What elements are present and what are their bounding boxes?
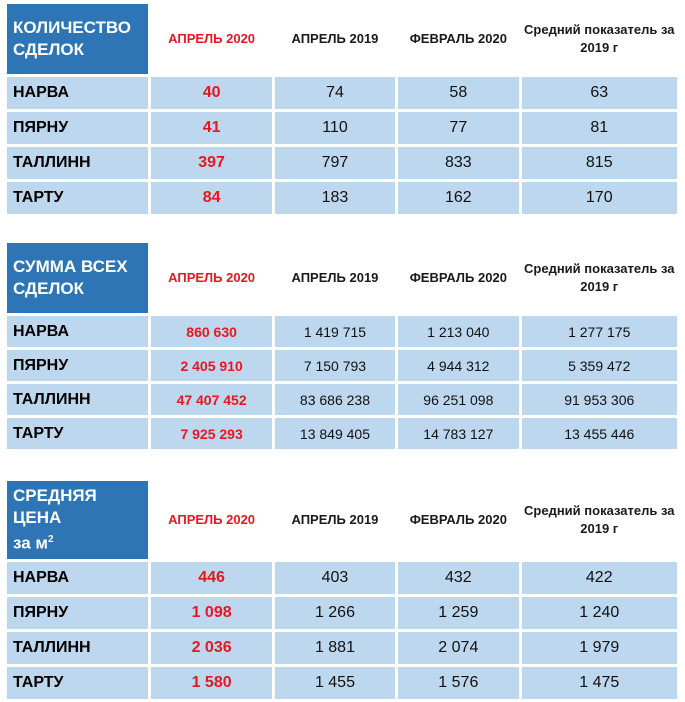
value-feb2020: 162	[398, 182, 518, 214]
title-sup: 2	[47, 534, 54, 545]
value-apr2020: 446	[151, 562, 271, 594]
value-feb2020: 4 944 312	[398, 350, 518, 381]
table-row	[7, 77, 677, 109]
value-feb2020: 2 074	[398, 632, 518, 664]
value-avg2019: 63	[522, 77, 678, 109]
value-avg2019: 1 979	[522, 632, 678, 664]
table-row	[7, 418, 677, 449]
value-apr2020: 41	[151, 112, 271, 144]
table-row	[7, 667, 677, 699]
value-feb2020: 1 213 040	[398, 316, 518, 347]
col-header-feb2020: ФЕВРАЛЬ 2020	[398, 4, 518, 74]
title-line2: за м	[13, 533, 48, 553]
value-feb2020: 833	[398, 147, 518, 179]
value-avg2019: 81	[522, 112, 678, 144]
value-apr2020: 40	[151, 77, 271, 109]
city-label: ТАРТУ	[7, 182, 148, 214]
col-header-feb2020: ФЕВРАЛЬ 2020	[398, 481, 518, 559]
value-avg2019: 815	[522, 147, 678, 179]
deals-sum-table	[4, 240, 680, 452]
value-avg2019: 170	[522, 182, 678, 214]
col-header-apr2020: АПРЕЛЬ 2020	[151, 481, 271, 559]
city-label: ТАРТУ	[7, 667, 148, 699]
value-avg2019: 1 240	[522, 597, 678, 629]
header-row	[7, 4, 677, 74]
value-avg2019: 422	[522, 562, 678, 594]
value-feb2020: 1 259	[398, 597, 518, 629]
value-feb2020: 77	[398, 112, 518, 144]
city-label: ТАЛЛИНН	[7, 632, 148, 664]
value-apr2019: 74	[275, 77, 395, 109]
value-avg2019: 1 277 175	[522, 316, 678, 347]
value-apr2019: 1 455	[275, 667, 395, 699]
city-label: ПЯРНУ	[7, 597, 148, 629]
value-apr2020: 1 098	[151, 597, 271, 629]
title-line1: СРЕДНЯЯ ЦЕНА	[13, 486, 97, 527]
col-header-avg2019: Средний показатель за 2019 г	[522, 4, 678, 74]
value-apr2019: 7 150 793	[275, 350, 395, 381]
value-avg2019: 13 455 446	[522, 418, 678, 449]
value-avg2019: 5 359 472	[522, 350, 678, 381]
col-header-avg2019: Средний показатель за 2019 г	[522, 243, 678, 313]
table-title: КОЛИЧЕСТВО СДЕЛОК	[7, 4, 148, 74]
table-row	[7, 112, 677, 144]
city-label: НАРВА	[7, 562, 148, 594]
header-row	[7, 481, 677, 559]
table-row	[7, 316, 677, 347]
table-row	[7, 147, 677, 179]
value-feb2020: 1 576	[398, 667, 518, 699]
col-header-apr2020: АПРЕЛЬ 2020	[151, 243, 271, 313]
value-apr2019: 183	[275, 182, 395, 214]
table-row	[7, 597, 677, 629]
col-header-apr2019: АПРЕЛЬ 2019	[275, 4, 395, 74]
value-apr2020: 2 036	[151, 632, 271, 664]
value-feb2020: 432	[398, 562, 518, 594]
value-apr2020: 397	[151, 147, 271, 179]
city-label: ПЯРНУ	[7, 112, 148, 144]
value-apr2020: 860 630	[151, 316, 271, 347]
table-row	[7, 350, 677, 381]
col-header-feb2020: ФЕВРАЛЬ 2020	[398, 243, 518, 313]
table-title	[7, 481, 148, 559]
city-label: ТАЛЛИНН	[7, 147, 148, 179]
value-apr2020: 47 407 452	[151, 384, 271, 415]
city-label: НАРВА	[7, 77, 148, 109]
table-row	[7, 632, 677, 664]
col-header-apr2020: АПРЕЛЬ 2020	[151, 4, 271, 74]
table-row	[7, 562, 677, 594]
value-avg2019: 91 953 306	[522, 384, 678, 415]
value-apr2020: 1 580	[151, 667, 271, 699]
value-feb2020: 14 783 127	[398, 418, 518, 449]
value-apr2019: 1 266	[275, 597, 395, 629]
col-header-apr2019: АПРЕЛЬ 2019	[275, 481, 395, 559]
col-header-apr2019: АПРЕЛЬ 2019	[275, 243, 395, 313]
deals-count-table	[4, 1, 680, 217]
value-apr2019: 83 686 238	[275, 384, 395, 415]
value-feb2020: 58	[398, 77, 518, 109]
value-apr2020: 7 925 293	[151, 418, 271, 449]
value-avg2019: 1 475	[522, 667, 678, 699]
avg-price-table	[4, 478, 680, 702]
value-apr2020: 2 405 910	[151, 350, 271, 381]
value-apr2019: 1 881	[275, 632, 395, 664]
col-header-avg2019: Средний показатель за 2019 г	[522, 481, 678, 559]
value-apr2019: 110	[275, 112, 395, 144]
value-apr2019: 1 419 715	[275, 316, 395, 347]
value-apr2020: 84	[151, 182, 271, 214]
header-row	[7, 243, 677, 313]
table-title: СУММА ВСЕХ СДЕЛОК	[7, 243, 148, 313]
value-apr2019: 403	[275, 562, 395, 594]
table-row	[7, 384, 677, 415]
city-label: НАРВА	[7, 316, 148, 347]
value-apr2019: 797	[275, 147, 395, 179]
city-label: ПЯРНУ	[7, 350, 148, 381]
table-row	[7, 182, 677, 214]
value-feb2020: 96 251 098	[398, 384, 518, 415]
city-label: ТАРТУ	[7, 418, 148, 449]
city-label: ТАЛЛИНН	[7, 384, 148, 415]
value-apr2019: 13 849 405	[275, 418, 395, 449]
